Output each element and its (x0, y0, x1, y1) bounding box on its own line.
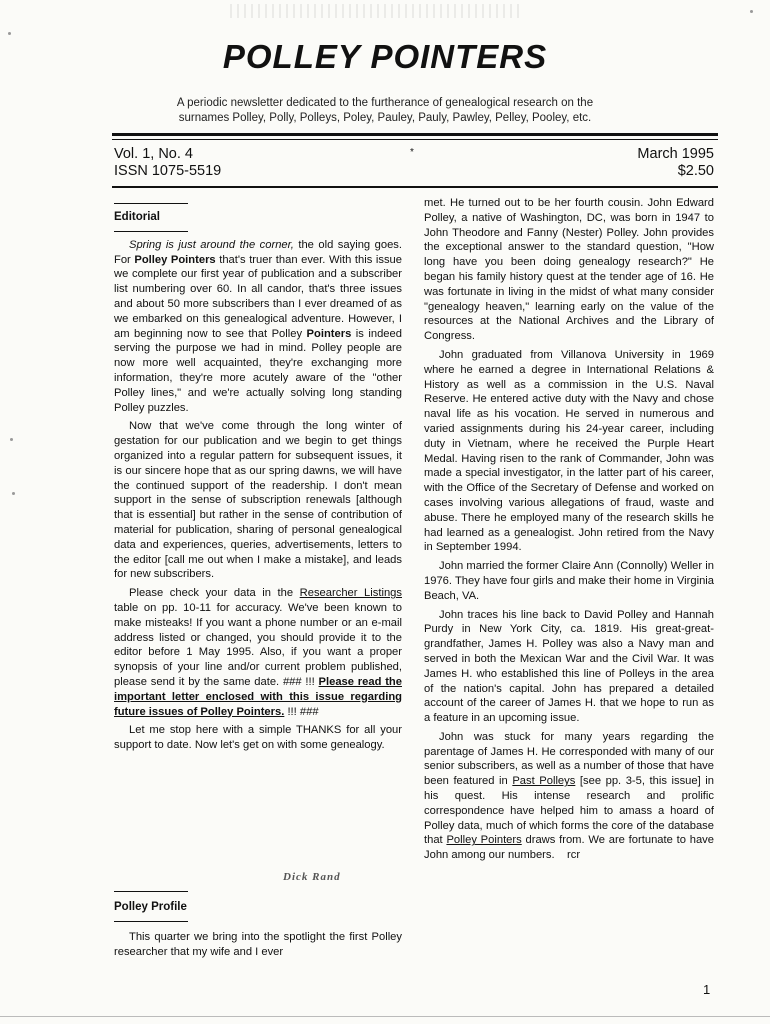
text-run: that's truer than ever. With this issue we complete our first year of publication and a subscriber list numbering over 60. In all candor, that's three issues and about 50 more subscribers than I ever dreamed of as we embarked on this genealogical adventure. However, I am beginning now to see that Polley (114, 253, 402, 340)
volume-number: Vol. 1, No. 4 (114, 146, 193, 162)
scan-artifact (230, 4, 520, 18)
editor-signature: Dick Rand (283, 871, 341, 883)
issn: ISSN 1075-5519 (114, 163, 222, 179)
important-letter-notice: Please read the important letter enclosed with this issue regarding future issues of Polley Pointers. (114, 675, 402, 718)
text-run: draws from. We are fortunate to have John among our numbers. (424, 834, 714, 862)
header-rule-top-thin (112, 139, 718, 140)
tagline-line-2: surnames Polley, Polly, Polleys, Poley, Pauley, Pauly, Pawley, Pelley, Pooley, etc. (178, 112, 592, 124)
left-column-profile (114, 891, 402, 963)
past-polleys-reference: Past Polleys (512, 775, 576, 788)
editorial-paragraph-4: Let me stop here with a simple THANKS for all your support to date. Now let's get on with some genealogy. (114, 724, 402, 752)
section-rule (114, 891, 188, 892)
section-rule (114, 203, 188, 204)
page-number: 1 (703, 982, 711, 997)
asterisk-mark: * (410, 147, 414, 158)
text-run: Please check your data in the (129, 587, 300, 600)
text-run: table on pp. 10-11 for accuracy. We've been known to make misteaks! If you want a phone number or an e-mail address listed or changed, you should provide it to the editor before 1 May 1995. Also, if you want a proper synopsis of your line and/or current problem published, please send it by the same date. ### !!! (114, 601, 402, 688)
profile-paragraph-1: This quarter we bring into the spotlight the first Polley researcher that my wife and I ever (114, 930, 402, 958)
left-column (114, 203, 402, 757)
text-run: John was stuck for many years regarding the parentage of James H. He corresponded with many of our senior subscribers, as well as a number of those that have been featured in (424, 730, 714, 788)
scan-speck (12, 492, 15, 495)
section-rule (114, 231, 188, 232)
issue-date-price (637, 146, 714, 180)
profile-paragraph-6 (424, 730, 714, 863)
researcher-listings-reference: Researcher Listings (299, 587, 402, 600)
scan-speck (10, 438, 13, 441)
newsletter-title: POLLEY POINTERS (222, 38, 548, 75)
section-rule (114, 921, 188, 922)
editorial-lead: Spring is just around the corner, (129, 238, 294, 251)
header-rule-bottom (112, 186, 718, 188)
text-run: is indeed serving the purpose we had in mind. Polley people are now more well acquainted, they're exchanging more information, they're more acutely aware of the "other Polley lines," and we're actually solving long standing Polley puzzles. (114, 327, 402, 414)
right-column (424, 196, 714, 867)
publication-name: Pointers (306, 327, 352, 340)
scan-speck (750, 10, 753, 13)
tagline-line-1: A periodic newsletter dedicated to the furtherance of genealogical research on the (176, 97, 594, 109)
text-run: the old saying goes. For (114, 238, 402, 266)
text-run: [see pp. 3-5, this issue] in his quest. His intense research and prolific correspondence have helped him to amass a hoard of Polley data, much of which forms the core of the database that (424, 775, 715, 847)
newsletter-tagline (150, 96, 620, 126)
author-initials: rcr (567, 849, 581, 862)
scan-speck (8, 32, 11, 35)
profile-paragraph-4: John married the former Claire Ann (Connolly) Weller in 1976. They have four girls and make their home in Virginia Beach, VA. (424, 560, 714, 602)
profile-paragraph-2: met. He turned out to be her fourth cousin. John Edward Polley, a native of Washington, DC, was born in 1947 to John Theodore and Fanny (Nester) Polley. John provides the exceptional answer to the standard question, "How long have you been doing genealogy research?" He began his family history quest at the tender age of 16. He was fortunate in living in the midst of what many consider "genealogy heaven," learning early on the value of the resources at the National Archives and the Library of Congress. (424, 197, 714, 343)
issue-date: March 1995 (637, 146, 714, 162)
editorial-paragraph-2: Now that we've come through the long winter of gestation for our publication and we begin to get things organized into a regular pattern for subsequent issues, it is our sincere hope that as our spring dawns, we will have the continued support of the readership. I don't mean support in the sense of subscription renewals [although that is essential] but rather in the sense of contribution of material for publication, sharing of personal genealogical data and experiences, queries, advertisements, letters to the editor [call me out when I make a mistake], and leads for new subscribers. (114, 420, 402, 581)
issue-price: $2.50 (677, 163, 714, 179)
profile-paragraph-5: John traces his line back to David Polley and Hannah Purdy in New York City, ca. 1819. His great-great-grandfather, James H. Polley was also a Navy man and served in both the Mexican War and the Civil War. It was James H. who established this line of Polleys in the area of the nation's capital. John has prepared a detailed account of the career of James H. that we hope to run as a feature in an upcoming issue. (424, 608, 714, 725)
text-run: !!! ### (284, 705, 319, 718)
editorial-heading: Editorial (114, 211, 161, 223)
polley-pointers-reference: Polley Pointers (446, 834, 522, 847)
scan-edge (0, 1016, 770, 1017)
editorial-paragraph-3 (114, 586, 402, 719)
issue-info (114, 146, 221, 180)
header-rule-top (112, 133, 718, 136)
publication-name: Polley Pointers (134, 253, 216, 266)
profile-heading: Polley Profile (114, 901, 187, 913)
profile-paragraph-3: John graduated from Villanova University in 1969 where he earned a degree in International Relations & History as well as a commission in the U.S. Naval Reserve. He entered active duty with the Navy and chose naval life as his vocation. He served in numerous and varied assignments during his 24-year career, including duty in Vietnam, where he received the Purple Heart Medal. Having risen to the rank of Commander, John was made a special investigator, in the latter part of his career, with the Office of the Secretary of Defense and worked on cases involving various allegations of fraud, waste and abuse. There he employed many of the research skills he had learned as a genealogist. John retired from the Navy in September 1994. (424, 348, 714, 554)
editorial-paragraph-1 (114, 238, 402, 416)
